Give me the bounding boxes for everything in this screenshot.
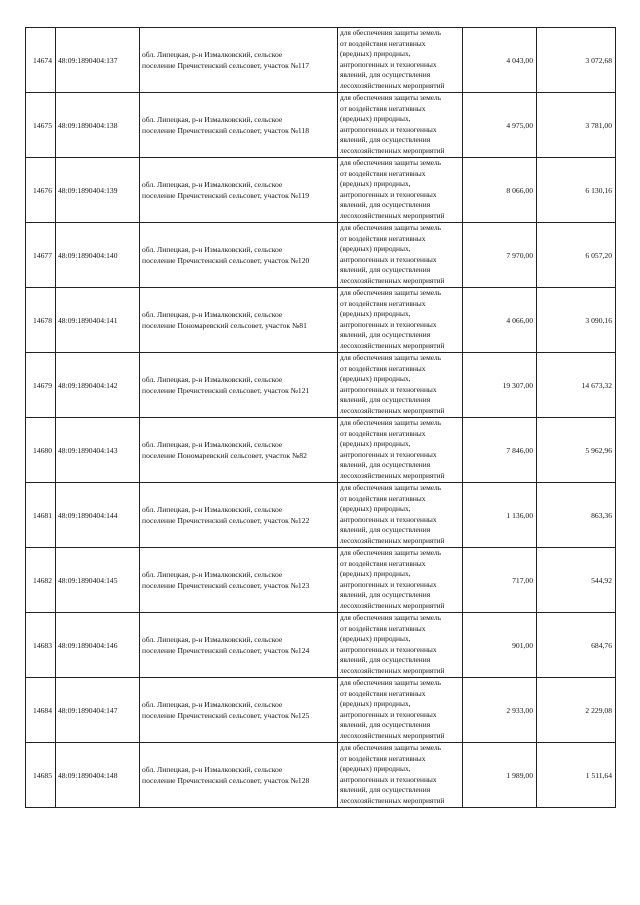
address-line: обл. Липецкая, р-н Измалковский, сельское	[142, 635, 283, 644]
cost-value: 6 130,16	[537, 158, 616, 223]
purpose-line: лесохозяйственных мероприятий	[340, 210, 445, 220]
cadastral-number: 48:09:1890404:139	[56, 158, 140, 223]
row-number: 14678	[26, 288, 56, 353]
purpose-line: для обеспечения защиты земель	[340, 678, 442, 687]
purpose-line: для обеспечения защиты земель	[340, 353, 442, 362]
purpose-line: антропогенных и техногенных	[340, 319, 437, 329]
purpose-line: для обеспечения защиты земель	[340, 548, 442, 557]
address-cell	[140, 743, 338, 808]
cadastral-number: 48:09:1890404:145	[56, 548, 140, 613]
address-cell	[140, 288, 338, 353]
row-number: 14676	[26, 158, 56, 223]
table-row	[26, 288, 616, 353]
address-line: поселение Пречистенский сельсовет, участок №122	[142, 516, 310, 525]
purpose-line: антропогенных и техногенных	[340, 709, 437, 719]
purpose-cell	[338, 93, 463, 158]
cost-value: 544,92	[537, 548, 616, 613]
address-cell	[140, 548, 338, 613]
purpose-line: явлений, для осуществления	[340, 395, 431, 405]
purpose-line: для обеспечения защиты земель	[340, 418, 442, 427]
address-line: поселение Пречистенский сельсовет, участок №125	[142, 711, 310, 720]
address-line: обл. Липецкая, р-н Измалковский, сельское	[142, 50, 283, 59]
table-row	[26, 418, 616, 483]
purpose-line: от воздействия негативных	[340, 363, 426, 373]
area-value: 4 975,00	[463, 93, 537, 158]
table-row	[26, 158, 616, 223]
purpose-line: (вредных) природных,	[340, 569, 411, 579]
purpose-line: (вредных) природных,	[340, 49, 411, 59]
purpose-line: (вредных) природных,	[340, 634, 411, 644]
address-line: обл. Липецкая, р-н Измалковский, сельское	[142, 375, 283, 384]
area-value: 901,00	[463, 613, 537, 678]
address-line: поселение Пречистенский сельсовет, участок №119	[142, 191, 310, 200]
address-line: обл. Липецкая, р-н Измалковский, сельское	[142, 765, 283, 774]
table-row	[26, 548, 616, 613]
cadastral-number: 48:09:1890404:141	[56, 288, 140, 353]
purpose-line: от воздействия негативных	[340, 428, 426, 438]
purpose-cell	[338, 353, 463, 418]
purpose-line: для обеспечения защиты земель	[340, 158, 442, 167]
cadastral-number: 48:09:1890404:147	[56, 678, 140, 743]
table-row	[26, 93, 616, 158]
purpose-line: лесохозяйственных мероприятий	[340, 275, 445, 285]
purpose-line: лесохозяйственных мероприятий	[340, 730, 445, 740]
purpose-line: лесохозяйственных мероприятий	[340, 795, 445, 805]
cadastral-number: 48:09:1890404:137	[56, 28, 140, 93]
purpose-line: явлений, для осуществления	[340, 330, 431, 340]
purpose-line: антропогенных и техногенных	[340, 59, 437, 69]
address-cell	[140, 28, 338, 93]
address-line: поселение Пречистенский сельсовет, участок №118	[142, 126, 310, 135]
address-cell	[140, 613, 338, 678]
document-page	[25, 27, 615, 808]
purpose-line: явлений, для осуществления	[340, 785, 431, 795]
address-line: поселение Пречистенский сельсовет, участок №124	[142, 646, 310, 655]
cost-value: 3 090,16	[537, 288, 616, 353]
row-number: 14685	[26, 743, 56, 808]
cadastral-number: 48:09:1890404:146	[56, 613, 140, 678]
address-line: поселение Пречистенский сельсовет, участок №128	[142, 776, 310, 785]
purpose-line: явлений, для осуществления	[340, 720, 431, 730]
cadastral-number: 48:09:1890404:138	[56, 93, 140, 158]
address-line: поселение Пречистенский сельсовет, участок №117	[142, 61, 310, 70]
purpose-line: от воздействия негативных	[340, 558, 426, 568]
purpose-line: от воздействия негативных	[340, 493, 426, 503]
address-line: обл. Липецкая, р-н Измалковский, сельское	[142, 440, 283, 449]
purpose-line: (вредных) природных,	[340, 439, 411, 449]
table-row	[26, 613, 616, 678]
purpose-line: явлений, для осуществления	[340, 655, 431, 665]
purpose-line: от воздействия негативных	[340, 103, 426, 113]
purpose-line: от воздействия негативных	[340, 623, 426, 633]
purpose-line: от воздействия негативных	[340, 233, 426, 243]
purpose-line: для обеспечения защиты земель	[340, 223, 442, 232]
area-value: 4 066,00	[463, 288, 537, 353]
purpose-line: антропогенных и техногенных	[340, 579, 437, 589]
purpose-line: лесохозяйственных мероприятий	[340, 145, 445, 155]
cadastral-number: 48:09:1890404:148	[56, 743, 140, 808]
address-line: обл. Липецкая, р-н Измалковский, сельское	[142, 700, 283, 709]
land-plots-table	[25, 27, 616, 808]
address-cell	[140, 483, 338, 548]
address-cell	[140, 418, 338, 483]
area-value: 19 307,00	[463, 353, 537, 418]
purpose-line: от воздействия негативных	[340, 298, 426, 308]
purpose-cell	[338, 223, 463, 288]
purpose-line: (вредных) природных,	[340, 179, 411, 189]
purpose-line: лесохозяйственных мероприятий	[340, 80, 445, 90]
purpose-line: явлений, для осуществления	[340, 70, 431, 80]
cost-value: 5 962,96	[537, 418, 616, 483]
row-number: 14684	[26, 678, 56, 743]
purpose-line: антропогенных и техногенных	[340, 254, 437, 264]
purpose-line: (вредных) природных,	[340, 309, 411, 319]
purpose-line: антропогенных и техногенных	[340, 384, 437, 394]
address-line: обл. Липецкая, р-н Измалковский, сельское	[142, 180, 283, 189]
table-row	[26, 678, 616, 743]
cost-value: 3 072,68	[537, 28, 616, 93]
table-row	[26, 483, 616, 548]
address-line: поселение Пречистенский сельсовет, участок №120	[142, 256, 310, 265]
row-number: 14681	[26, 483, 56, 548]
table-row	[26, 353, 616, 418]
area-value: 8 066,00	[463, 158, 537, 223]
purpose-line: (вредных) природных,	[340, 374, 411, 384]
purpose-line: (вредных) природных,	[340, 244, 411, 254]
area-value: 2 933,00	[463, 678, 537, 743]
cost-value: 6 057,20	[537, 223, 616, 288]
address-line: обл. Липецкая, р-н Измалковский, сельское	[142, 310, 283, 319]
cadastral-number: 48:09:1890404:143	[56, 418, 140, 483]
purpose-cell	[338, 548, 463, 613]
address-line: поселение Пречистенский сельсовет, участок №121	[142, 386, 310, 395]
purpose-cell	[338, 613, 463, 678]
row-number: 14682	[26, 548, 56, 613]
address-cell	[140, 353, 338, 418]
cadastral-number: 48:09:1890404:142	[56, 353, 140, 418]
area-value: 7 846,00	[463, 418, 537, 483]
purpose-line: лесохозяйственных мероприятий	[340, 340, 445, 350]
purpose-line: (вредных) природных,	[340, 114, 411, 124]
cadastral-number: 48:09:1890404:140	[56, 223, 140, 288]
purpose-line: от воздействия негативных	[340, 688, 426, 698]
row-number: 14683	[26, 613, 56, 678]
table-row	[26, 743, 616, 808]
row-number: 14677	[26, 223, 56, 288]
address-line: поселение Пономаревский сельсовет, участок №82	[142, 451, 307, 460]
cost-value: 1 511,64	[537, 743, 616, 808]
purpose-cell	[338, 743, 463, 808]
purpose-line: лесохозяйственных мероприятий	[340, 600, 445, 610]
purpose-line: для обеспечения защиты земель	[340, 28, 442, 37]
address-line: обл. Липецкая, р-н Измалковский, сельское	[142, 505, 283, 514]
address-line: обл. Липецкая, р-н Измалковский, сельское	[142, 115, 283, 124]
purpose-line: (вредных) природных,	[340, 504, 411, 514]
purpose-line: (вредных) природных,	[340, 764, 411, 774]
address-line: обл. Липецкая, р-н Измалковский, сельское	[142, 570, 283, 579]
area-value: 717,00	[463, 548, 537, 613]
purpose-line: антропогенных и техногенных	[340, 644, 437, 654]
address-line: поселение Пономаревский сельсовет, участок №81	[142, 321, 307, 330]
address-line: поселение Пречистенский сельсовет, участок №123	[142, 581, 310, 590]
address-cell	[140, 158, 338, 223]
purpose-line: явлений, для осуществления	[340, 135, 431, 145]
address-cell	[140, 223, 338, 288]
purpose-line: антропогенных и техногенных	[340, 189, 437, 199]
area-value: 1 989,00	[463, 743, 537, 808]
purpose-line: явлений, для осуществления	[340, 460, 431, 470]
purpose-cell	[338, 418, 463, 483]
purpose-line: явлений, для осуществления	[340, 200, 431, 210]
purpose-line: явлений, для осуществления	[340, 525, 431, 535]
purpose-line: антропогенных и техногенных	[340, 449, 437, 459]
purpose-line: антропогенных и техногенных	[340, 124, 437, 134]
area-value: 7 970,00	[463, 223, 537, 288]
table-body	[26, 28, 616, 808]
purpose-line: лесохозяйственных мероприятий	[340, 665, 445, 675]
purpose-line: антропогенных и техногенных	[340, 774, 437, 784]
purpose-line: лесохозяйственных мероприятий	[340, 535, 445, 545]
purpose-line: лесохозяйственных мероприятий	[340, 405, 445, 415]
purpose-line: для обеспечения защиты земель	[340, 743, 442, 752]
area-value: 1 136,00	[463, 483, 537, 548]
row-number: 14675	[26, 93, 56, 158]
area-value: 4 043,00	[463, 28, 537, 93]
address-cell	[140, 93, 338, 158]
purpose-cell	[338, 678, 463, 743]
cost-value: 3 781,00	[537, 93, 616, 158]
purpose-line: от воздействия негативных	[340, 168, 426, 178]
purpose-line: лесохозяйственных мероприятий	[340, 470, 445, 480]
row-number: 14680	[26, 418, 56, 483]
purpose-line: для обеспечения защиты земель	[340, 483, 442, 492]
cost-value: 2 229,08	[537, 678, 616, 743]
purpose-line: для обеспечения защиты земель	[340, 93, 442, 102]
purpose-line: явлений, для осуществления	[340, 590, 431, 600]
purpose-line: от воздействия негативных	[340, 753, 426, 763]
cost-value: 684,76	[537, 613, 616, 678]
address-line: обл. Липецкая, р-н Измалковский, сельское	[142, 245, 283, 254]
purpose-cell	[338, 483, 463, 548]
row-number: 14679	[26, 353, 56, 418]
purpose-line: для обеспечения защиты земель	[340, 613, 442, 622]
purpose-line: для обеспечения защиты земель	[340, 288, 442, 297]
cadastral-number: 48:09:1890404:144	[56, 483, 140, 548]
purpose-cell	[338, 288, 463, 353]
purpose-line: явлений, для осуществления	[340, 265, 431, 275]
cost-value: 14 673,32	[537, 353, 616, 418]
address-cell	[140, 678, 338, 743]
table-row	[26, 223, 616, 288]
purpose-line: (вредных) природных,	[340, 699, 411, 709]
purpose-cell	[338, 28, 463, 93]
purpose-line: антропогенных и техногенных	[340, 514, 437, 524]
purpose-cell	[338, 158, 463, 223]
table-row	[26, 28, 616, 93]
cost-value: 863,36	[537, 483, 616, 548]
purpose-line: от воздействия негативных	[340, 38, 426, 48]
row-number: 14674	[26, 28, 56, 93]
